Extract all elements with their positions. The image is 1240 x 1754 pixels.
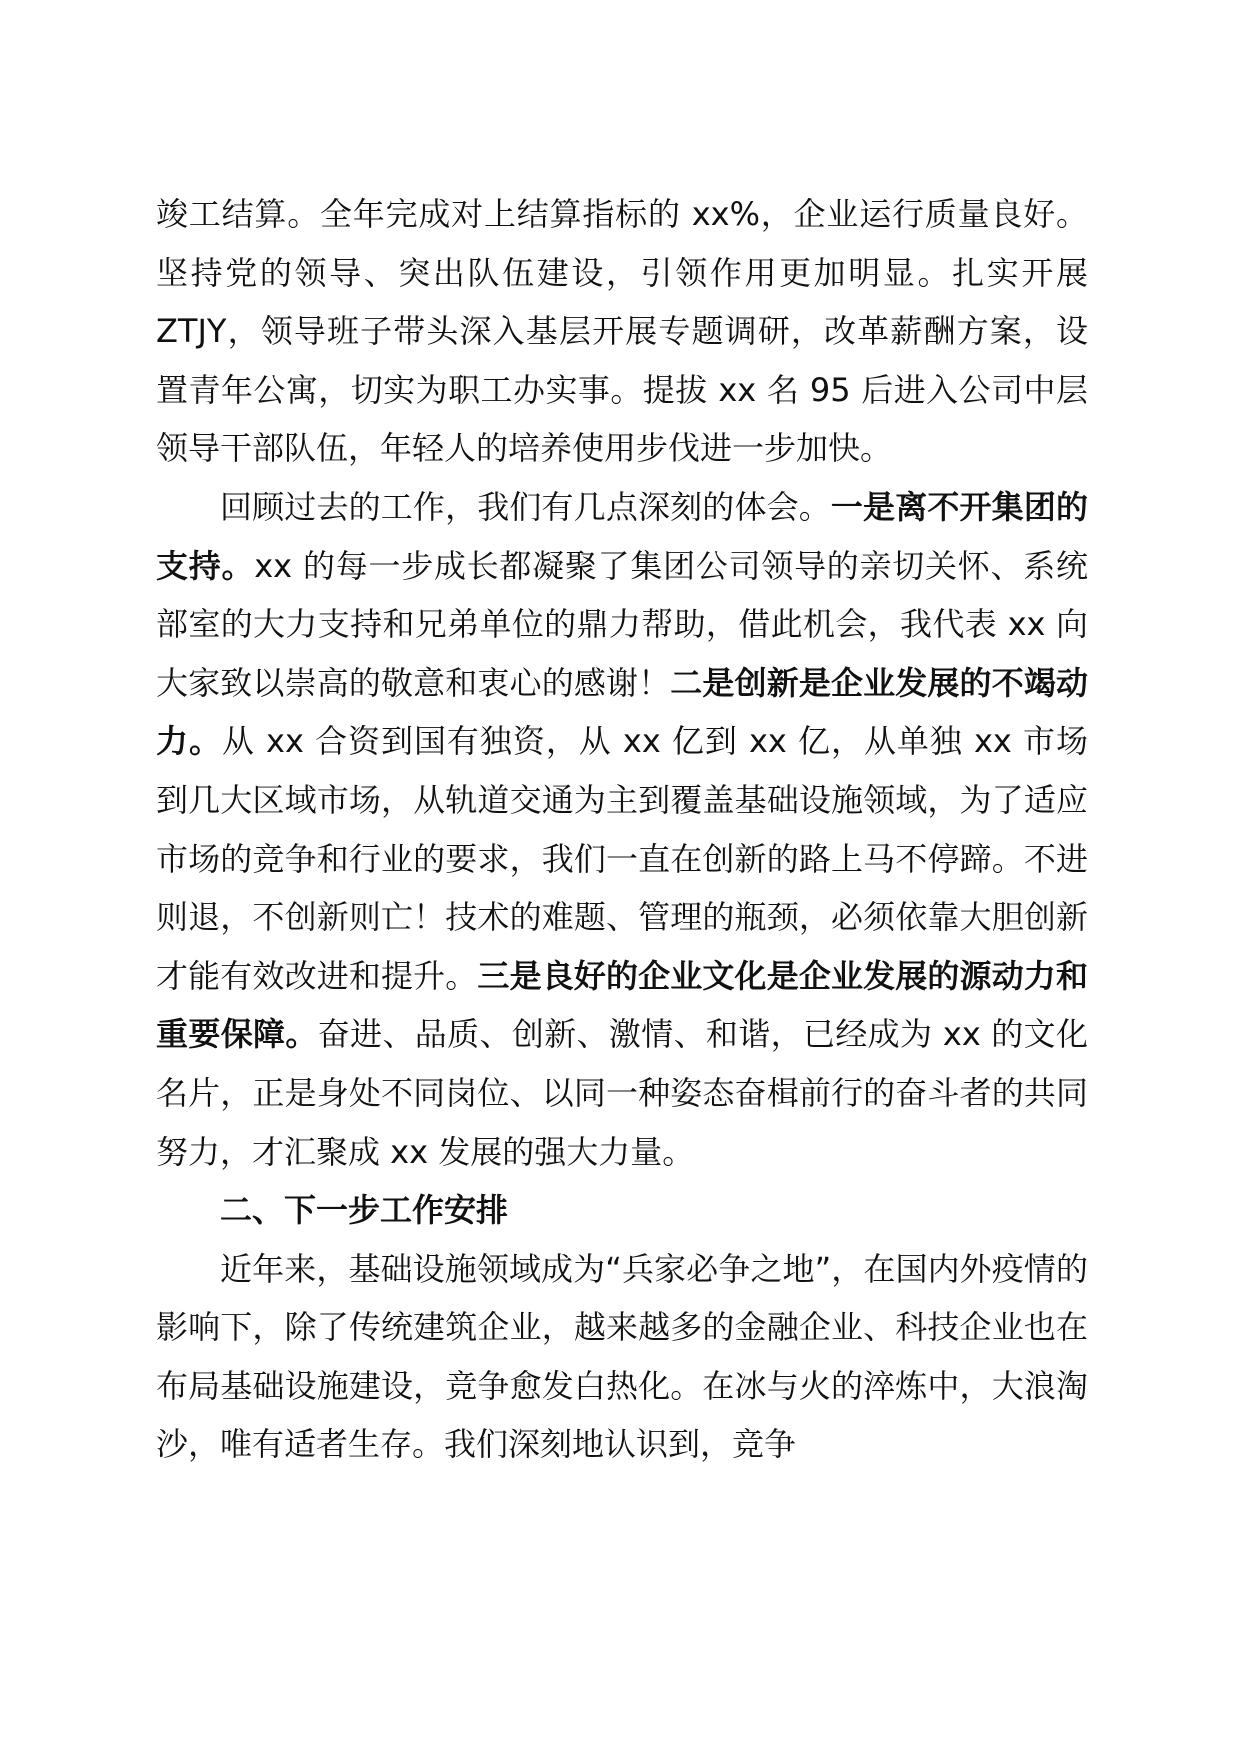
section-heading-text: 二、下一步工作安排 xyxy=(220,1191,509,1230)
paragraph-text: 从 xx 合资到国有独资，从 xx 亿到 xx 亿，从单独 xx 市场到几大区域市场，从轨道交通为主到覆盖基础设施领域，为了适应市场的竞争和行业的要求，我们一直在创新的路上马不停蹄。不进则退，不创新则亡！技术的难题、管理的瓶颈，必须依靠大胆创新才能有效改进和提升。 xyxy=(156,722,1088,995)
bold-point-two: 二是创新是企业发展的不竭动力。 xyxy=(156,663,1088,761)
section-heading xyxy=(156,1181,1088,1240)
paragraph-reflections xyxy=(156,478,1088,1181)
paragraph-text: 回顾过去的工作，我们有几点深刻的体会。 xyxy=(220,487,831,526)
paragraph-summary xyxy=(156,185,1088,478)
bold-point-one: 一是离不开集团的支持。 xyxy=(156,487,1088,585)
paragraph-text: 奋进、品质、创新、激情、和谐，已经成为 xx 的文化名片，正是身处不同岗位、以同一种姿态奋楫前行的奋斗者的共同努力，才汇聚成 xx 发展的强大力量。 xyxy=(156,1015,1088,1171)
paragraph-text: 近年来，基础设施领域成为“兵家必争之地”，在国内外疫情的影响下，除了传统建筑企业，越来越多的金融企业、科技企业也在布局基础设施建设，竞争愈发白热化。在冰与火的淬炼中，大浪淘沙，唯有适者生存。我们深刻地认识到，竞争 xyxy=(156,1249,1088,1464)
paragraph-text: xx 的每一步成长都凝聚了集团公司领导的亲切关怀、系统部室的大力支持和兄弟单位的鼎力帮助，借此机会，我代表 xx 向大家致以崇高的敬意和衷心的感谢！ xyxy=(156,546,1088,702)
document-body xyxy=(156,185,1088,1474)
paragraph-next-steps xyxy=(156,1240,1088,1474)
paragraph-text: 竣工结算。全年完成对上结算指标的 xx%，企业运行质量良好。坚持党的领导、突出队伍建设，引领作用更加明显。扎实开展 ZTJY，领导班子带头深入基层开展专题调研，改革薪酬方案，设置青年公寓，切实为职工办实事。提拔 xx 名 95 后进入公司中层领导干部队伍，年轻人的培养使用步伐进一步加快。 xyxy=(156,195,1088,468)
bold-point-three: 三是良好的企业文化是企业发展的源动力和重要保障。 xyxy=(156,956,1088,1054)
